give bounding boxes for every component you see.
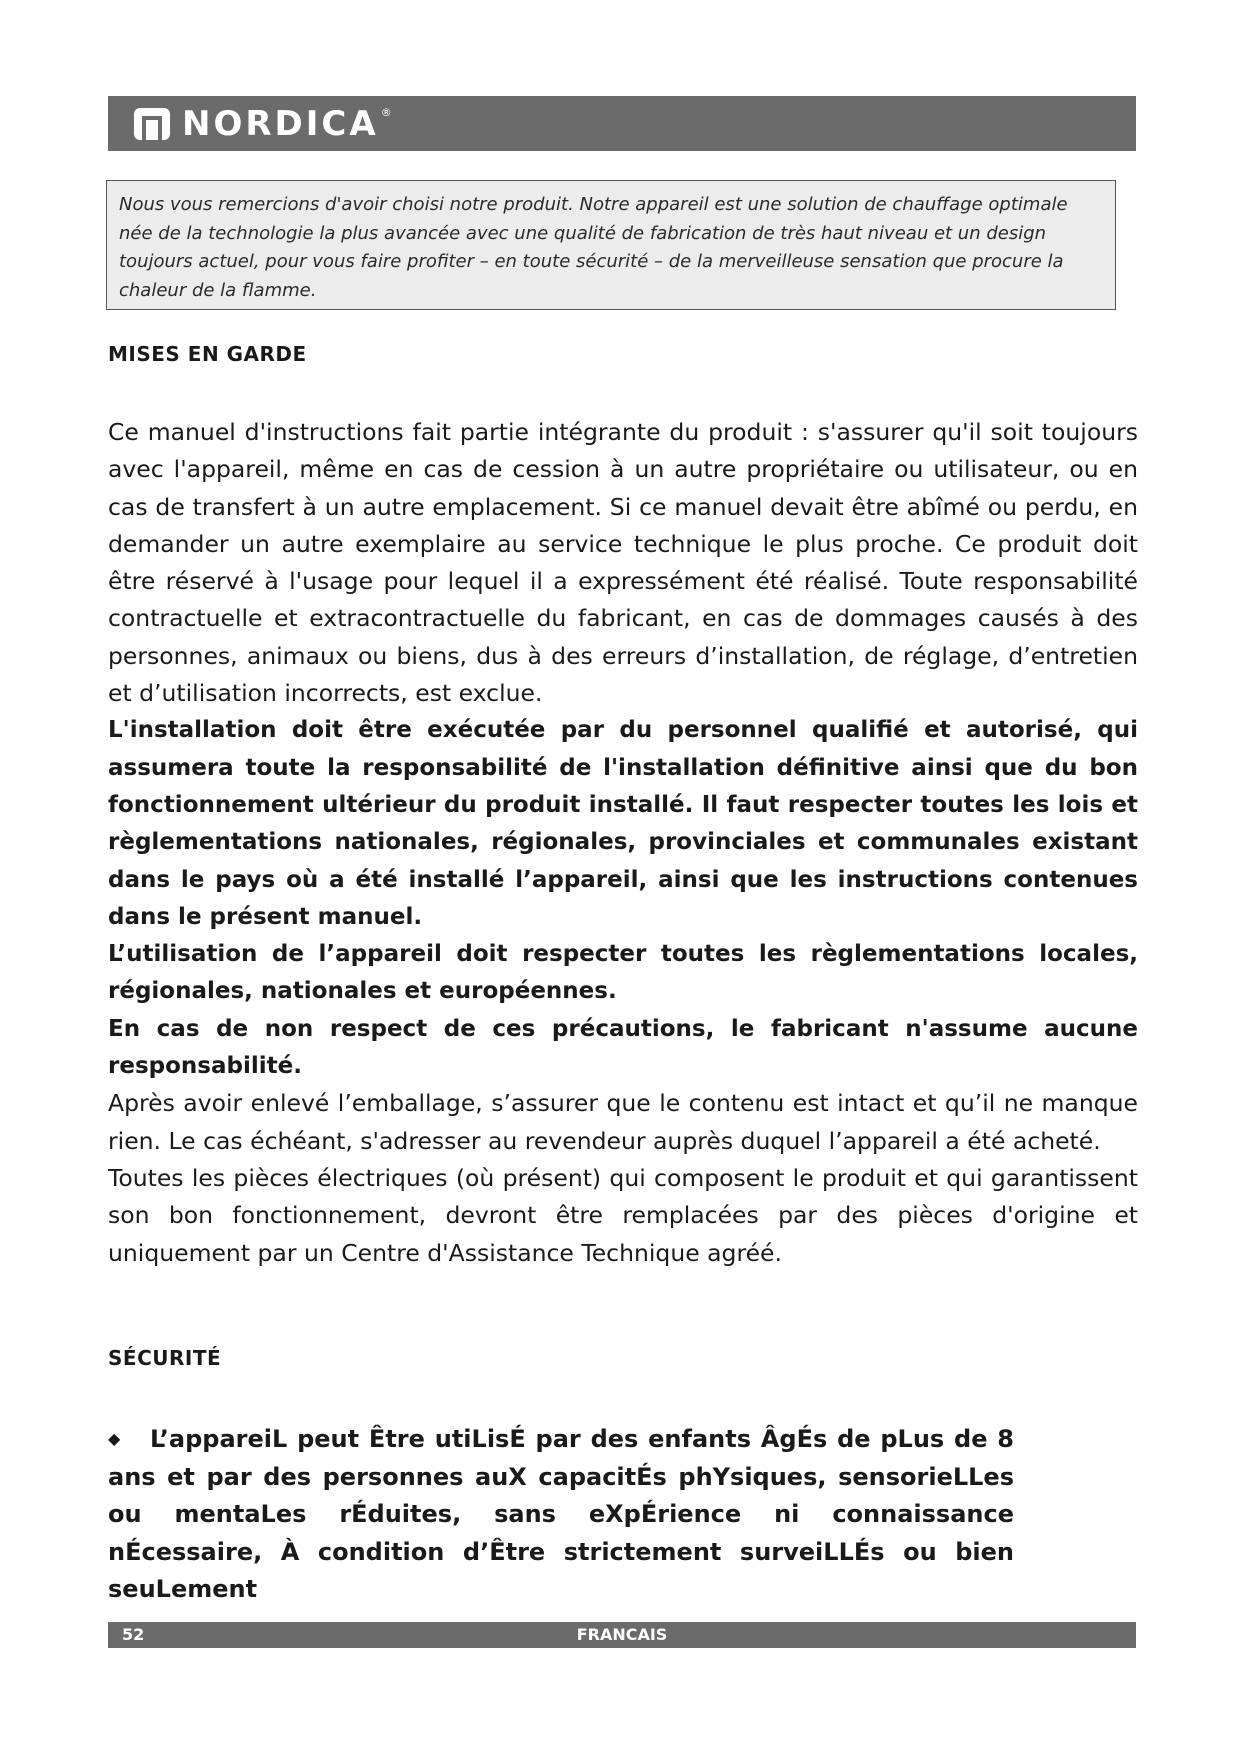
intro-text: Nous vous remercions d'avoir choisi notre produit. Notre appareil est une solution de chauffage optimale née de la technologie la plus avancée avec une qualité de fabrication de très haut niveau et un design toujours actuel, pour vous faire profiter – en toute sécurité – de la merveilleuse sensation que procure la chaleur de la flamme. bbox=[119, 194, 1068, 301]
footer-bar bbox=[108, 1622, 1136, 1648]
language-label: FRANCAIS bbox=[576, 1625, 668, 1644]
security-heading: SÉCURITÉ bbox=[108, 1346, 222, 1370]
brand-logo bbox=[132, 104, 392, 144]
warnings-paragraph-bold: En cas de non respect de ces précautions, le fabricant n'assume aucune responsabilité. bbox=[108, 1015, 1138, 1080]
warnings-paragraph: Après avoir enlevé l’emballage, s’assurer que le contenu est intact et qu’il ne manque rien. Le cas échéant, s'adresser au revendeur auprès duquel l’appareil a été acheté. bbox=[108, 1089, 1138, 1155]
security-body bbox=[108, 1420, 1014, 1609]
warnings-heading: MISES EN GARDE bbox=[108, 342, 307, 366]
warnings-body bbox=[108, 414, 1138, 1272]
header-bar bbox=[108, 96, 1136, 151]
security-bullet-item bbox=[108, 1420, 1014, 1609]
warnings-paragraph: Ce manuel d'instructions fait partie intégrante du produit : s'assurer qu'il soit toujours avec l'appareil, même en cas de cession à un autre propriétaire ou utilisateur, ou en cas de transfert à un autre emplacement. Si ce manuel devait être abîmé ou perdu, en demander un autre exemplaire au service technique le plus proche. Ce produit doit être réservé à l'usage pour lequel il a expressément été réalisé. Toute responsabilité contractuelle et extracontractuelle du fabricant, en cas de dommages causés à des personnes, animaux ou biens, dus à des erreurs d’installation, de réglage, d’entretien et d’utilisation incorrects, est exclue. bbox=[108, 418, 1138, 708]
security-bullet-text: L’appareiL peut Être utiLisÉ par des enfants ÂgÉs de pLus de 8 ans et par des personnes auX capacitÉs phYsiques, sensorieLLes ou mentaLes rÉduites, sans eXpÉrience ni connaissance nÉcessaire, À condition d’Être strictement surveiLLÉs ou bien seuLement bbox=[108, 1425, 1014, 1603]
intro-box bbox=[106, 180, 1116, 310]
diamond-bullet-icon: ◆ bbox=[108, 1429, 121, 1448]
page-number: 52 bbox=[122, 1625, 145, 1644]
logo-text: NORDICA bbox=[182, 104, 379, 144]
registered-mark-icon: ® bbox=[380, 106, 392, 119]
warnings-paragraph-bold: L’utilisation de l’appareil doit respecter toutes les règlementations locales, régionales, nationales et européennes. bbox=[108, 941, 1138, 1005]
warnings-paragraph-bold: L'installation doit être exécutée par du personnel qualifié et autorisé, qui assumera toute la responsabilité de l'installation définitive ainsi que du bon fonctionnement ultérieur du produit installé. Il faut respecter toutes les lois et règlementations nationales, régionales, provinciales et communales existant dans le pays où a été installé l’appareil, ainsi que les instructions contenues dans le présent manuel. bbox=[108, 717, 1138, 930]
warnings-paragraph: Toutes les pièces électriques (où présent) qui composent le produit et qui garantissent son bon fonctionnement, devront être remplacées par des pièces d'origine et uniquement par un Centre d'Assistance Technique agréé. bbox=[108, 1163, 1138, 1267]
nordica-logo-icon bbox=[132, 104, 172, 144]
